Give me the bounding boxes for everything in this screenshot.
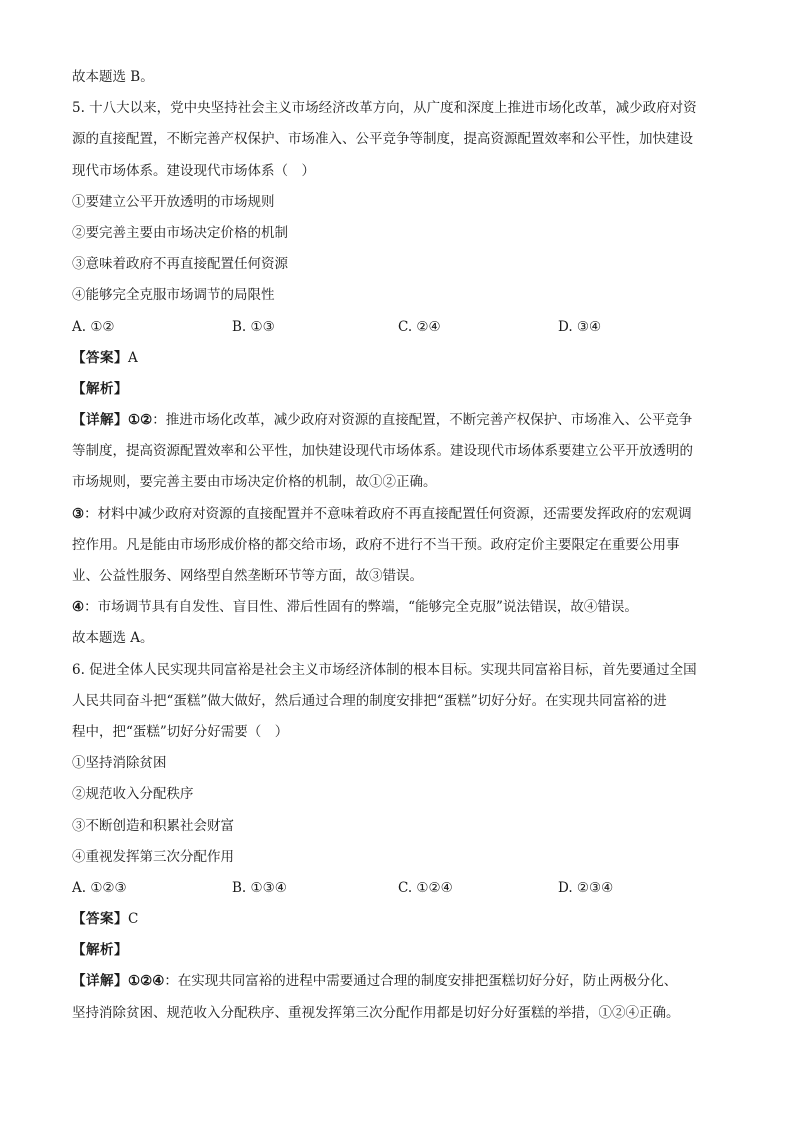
document-page: [72, 62, 724, 1029]
analysis-text: ：材料中减少政府对资源的直接配置并不意味着政府不再直接配置任何资源，还需要发挥政府的宏观调: [84, 505, 692, 522]
section-line: [72, 405, 724, 436]
text-line: 业、公益性服务、网络型自然垄断环节等方面，故③错误。: [72, 568, 423, 584]
text-line: 源的直接配置，不断完善产权保护、市场准入、公平竞争等制度，提高资源配置效率和公平性，加快建设: [72, 131, 693, 148]
section-text: C: [128, 911, 139, 928]
section-tag: 【解析】: [72, 942, 128, 959]
text-line: ③不断创造和积累社会财富: [72, 817, 234, 834]
text-line: 等制度，提高资源配置效率和公平性，加快建设现代市场体系。建设现代市场体系要建立公平开放透明的: [72, 443, 693, 460]
text-line: ①坚持消除贫困: [72, 755, 167, 772]
answer-options: [72, 873, 724, 904]
text-line: 5. 十八大以来，党中央坚持社会主义市场经济改革方向，从广度和深度上推进市场化改革，减少政府对资: [72, 100, 697, 117]
section-line: [72, 904, 724, 935]
text-line: ③意味着政府不再直接配置任何资源: [72, 256, 288, 273]
section-text: A: [128, 349, 138, 366]
section-tag: 【答案】: [72, 911, 128, 928]
section-line: [72, 966, 724, 997]
section-text: ：在实现共同富裕的进程中需要通过合理的制度安排把蛋糕切好分好，防止两极分化、: [164, 973, 678, 990]
choice-lead: ③: [72, 505, 85, 522]
text-line: ②要完善主要由市场决定价格的机制: [72, 224, 288, 241]
analysis-line: [72, 499, 724, 530]
text-line: ④能够完全克服市场调节的局限性: [72, 287, 275, 304]
choice-lead: ①②: [128, 412, 153, 429]
option-c: C. ①②④: [398, 879, 453, 896]
text-line: 坚持消除贫困、规范收入分配秩序、重视发挥第三次分配作用都是切好分好蛋糕的举措，①②④正确。: [72, 1004, 680, 1021]
text-line: 程中，把“蛋糕”切好分好需要（ ）: [72, 723, 289, 740]
text-line: 市场规则，要完善主要由市场决定价格的机制，故①②正确。: [72, 474, 437, 491]
section-tag: 【详解】: [72, 973, 128, 990]
answer-options: [72, 312, 724, 343]
text-line: ①要建立公平开放透明的市场规则: [72, 193, 275, 210]
section-line: [72, 374, 724, 405]
option-b: B. ①③④: [232, 879, 287, 896]
text-line: ②规范收入分配秩序: [72, 786, 194, 803]
section-tag: 【详解】: [72, 412, 128, 429]
section-tag: 【解析】: [72, 380, 128, 397]
option-c: C. ②④: [398, 318, 441, 335]
text-line: 故本题选 B。: [72, 69, 154, 85]
analysis-line: [72, 592, 724, 623]
section-tag: 【答案】: [72, 349, 128, 366]
text-line: 故本题选 A。: [72, 630, 154, 647]
text-line: 控作用。凡是能由市场形成价格的都交给市场，政府不进行不当干预。政府定价主要限定在重要公用事: [72, 536, 680, 553]
section-line: [72, 343, 724, 374]
option-a: A. ①②: [72, 318, 115, 335]
choice-lead: ①②④: [128, 973, 165, 990]
analysis-text: ：市场调节具有自发性、盲目性、滞后性固有的弊端，“能够完全克服”说法错误，故④错误。: [84, 599, 638, 616]
section-text: ：推进市场化改革，减少政府对资源的直接配置，不断完善产权保护、市场准入、公平竞争: [152, 412, 693, 429]
option-b: B. ①③: [232, 318, 275, 335]
text-line: 现代市场体系。建设现代市场体系（ ）: [72, 162, 315, 179]
text-line: 人民共同奋斗把“蛋糕”做大做好，然后通过合理的制度安排把“蛋糕”切好分好。在实现共同富裕的进: [72, 692, 667, 709]
option-d: D. ③④: [558, 318, 602, 335]
choice-lead: ④: [72, 599, 85, 616]
option-d: D. ②③④: [558, 879, 614, 896]
text-line: ④重视发挥第三次分配作用: [72, 848, 234, 865]
text-line: 6. 促进全体人民实现共同富裕是社会主义市场经济体制的根本目标。实现共同富裕目标，首先要通过全国: [72, 661, 697, 678]
section-line: [72, 935, 724, 966]
option-a: A. ①②③: [72, 879, 127, 896]
